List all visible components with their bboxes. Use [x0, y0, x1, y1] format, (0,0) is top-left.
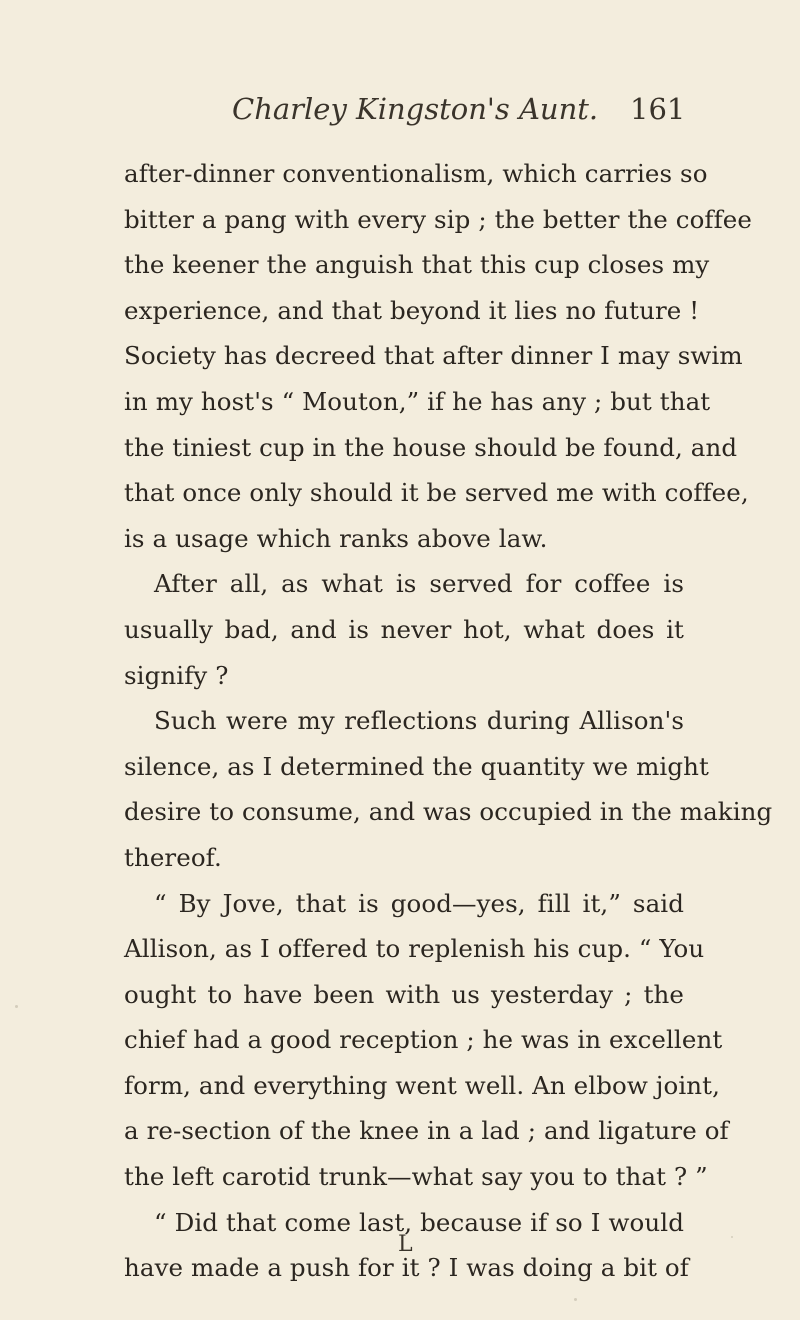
text-line: signify ?	[124, 660, 229, 690]
text-line: bitter a pang with every sip ; the better the coffee	[124, 204, 752, 234]
text-line: have made a push for it ? I was doing a bit of	[124, 1253, 689, 1283]
text-line: in my host's “ Mouton,” if he has any ; but that	[124, 386, 711, 416]
text-line: the left carotid trunk—what say you to that ? ”	[124, 1162, 708, 1192]
text-line: usually bad, and is never hot, what does it	[124, 614, 684, 644]
text-line: Allison, as I offered to replenish his cup. “ You	[124, 934, 705, 964]
text-line: Such were my reflections during Allison's	[154, 706, 684, 736]
text-line: desire to consume, and was occupied in the making	[124, 797, 773, 827]
running-title: Charley Kingston's Aunt.	[232, 92, 599, 126]
paper-spot	[574, 1298, 577, 1301]
signature-mark: L	[398, 1232, 413, 1257]
text-line: after-dinner conventionalism, which carries so	[124, 159, 708, 188]
text-line: “ Did that come last, because if so I would	[154, 1207, 684, 1237]
text-line: form, and everything went well. An elbow joint,	[124, 1070, 720, 1100]
paper-spot	[15, 1005, 18, 1008]
page-number: 161	[630, 92, 686, 126]
text-line: ought to have been with us yesterday ; the	[124, 979, 684, 1009]
text-line: “ By Jove, that is good—yes, fill it,” said	[154, 888, 684, 918]
text-line: Society has decreed that after dinner I may swim	[124, 341, 743, 371]
text-line: is a usage which ranks above law.	[124, 523, 548, 553]
text-line: the tiniest cup in the house should be found, and	[124, 432, 738, 462]
body-text	[124, 151, 773, 1291]
text-line: that once only should it be served me with coffee,	[124, 478, 749, 508]
text-line: silence, as I determined the quantity we might	[124, 751, 709, 781]
text-line: the keener the anguish that this cup closes my	[124, 250, 710, 280]
text-line: a re-section of the knee in a lad ; and ligature of	[124, 1116, 729, 1146]
paper-spot	[731, 1236, 733, 1238]
text-line: chief had a good reception ; he was in excellent	[124, 1025, 723, 1055]
text-line: experience, and that beyond it lies no future !	[124, 295, 700, 325]
text-line: thereof.	[124, 842, 222, 872]
text-line: After all, as what is served for coffee is	[154, 569, 684, 599]
page-header	[0, 92, 800, 132]
